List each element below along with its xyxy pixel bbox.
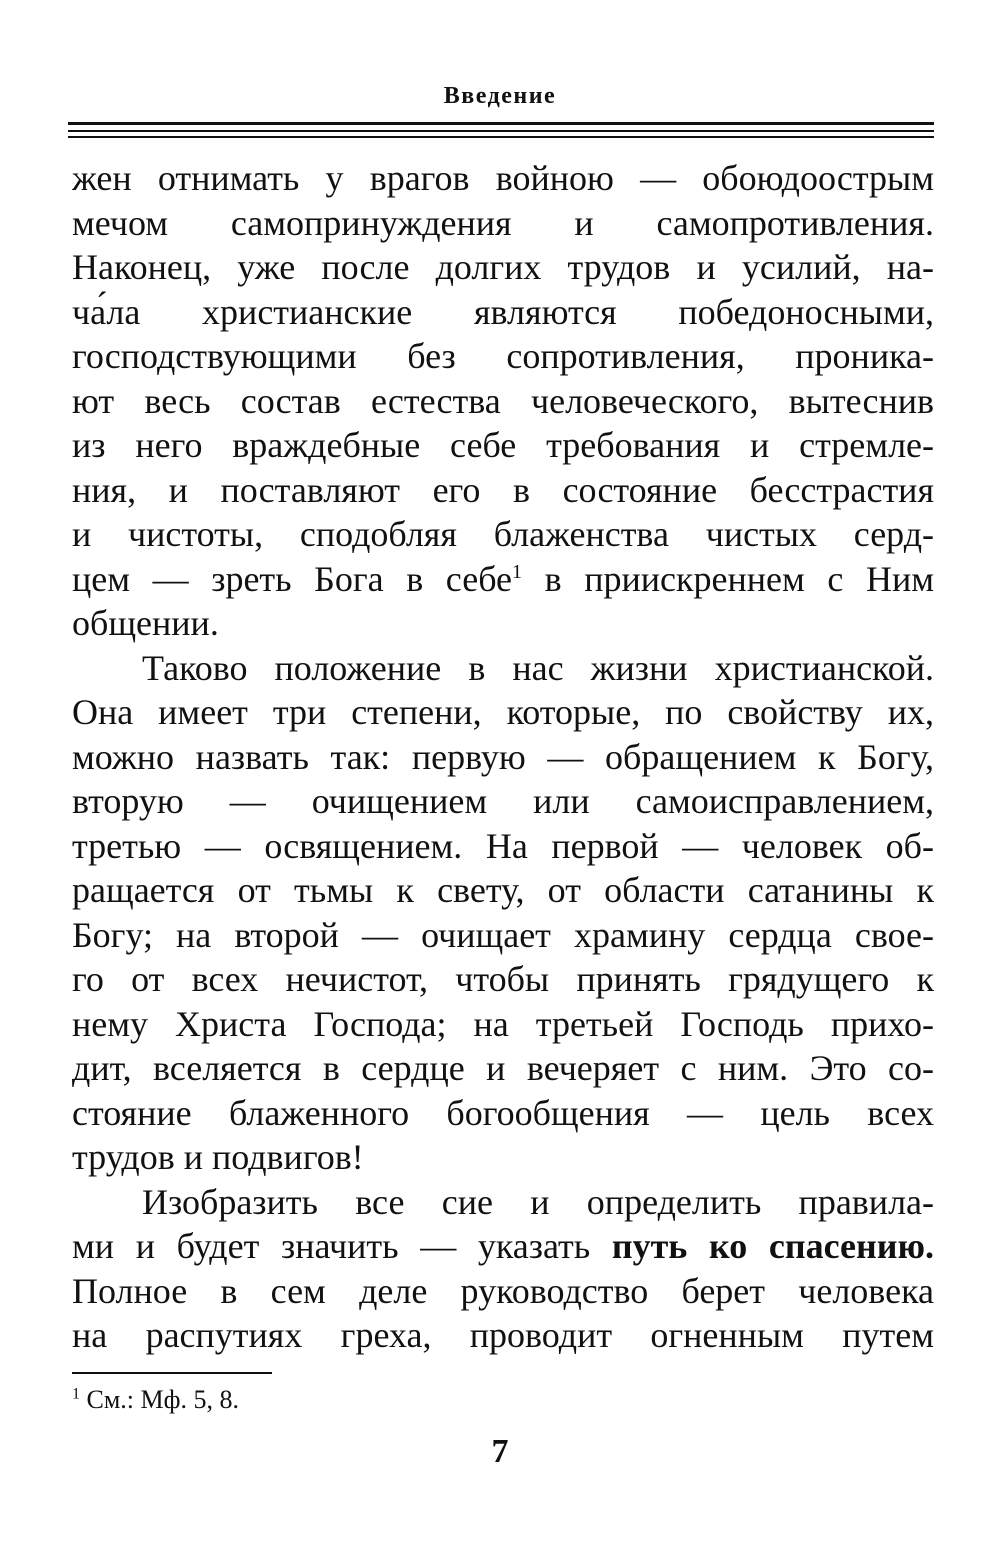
text-line: жен отнимать у врагов войною — обоюдоострым	[72, 158, 934, 198]
text-line: мечом самопринуждения и самопротивления.	[72, 202, 934, 243]
running-head: Введение	[443, 83, 557, 109]
text-line: ча́ла христианские являются победоносными,	[72, 291, 934, 332]
text-line: из него враждебные себе требования и стремле-	[72, 425, 934, 465]
body-text	[72, 156, 934, 1358]
text-line: ращается от тьмы к свету, от области сатанины к	[72, 870, 934, 910]
footnote-rule	[72, 1372, 272, 1374]
footnote-text: См.: Мф. 5, 8.	[80, 1385, 239, 1414]
text-line: Изобразить все сие и определить правила-	[142, 1181, 934, 1222]
footnote	[72, 1384, 239, 1416]
text-line: нему Христа Господа; на третьей Господь прихо-	[72, 1003, 934, 1044]
text-line: стояние блаженного богообщения — цель всех	[72, 1092, 934, 1133]
text-line: ют весь состав естества человеческого, вытеснив	[72, 380, 934, 421]
text-line: господствующими без сопротивления, проника-	[72, 336, 934, 376]
text-line	[72, 1224, 934, 1269]
footnote-reference: 1	[512, 560, 523, 583]
text-line	[72, 557, 934, 602]
text-segment: в приискреннем с Ним	[522, 558, 934, 599]
text-line: можно назвать так: первую — обращением к Богу,	[72, 736, 934, 777]
footnote-marker: 1	[72, 1385, 80, 1403]
text-segment: ми и будет значить — указать	[72, 1226, 612, 1266]
text-line: общении.	[72, 603, 219, 643]
text-segment: цем — зреть Бога в себе	[72, 558, 513, 599]
text-line: на распутиях греха, проводит огненным путем	[72, 1315, 934, 1355]
text-line: Полное в сем деле руководство берет человека	[72, 1270, 934, 1311]
header-rule-middle	[68, 130, 934, 132]
text-line: го от всех нечистот, чтобы принять грядущего к	[72, 959, 934, 999]
text-line: и чистоты, сподобляя блаженства чистых серд-	[72, 514, 934, 554]
header-rule-thin	[68, 136, 934, 138]
text-line: вторую — очищением или самоисправлением,	[72, 781, 934, 821]
text-line: Таково положение в нас жизни христианской.	[142, 647, 934, 688]
text-line: Она имеет три степени, которые, по свойству их,	[72, 692, 934, 732]
text-line: третью — освящением. На первой — человек об-	[72, 825, 934, 866]
text-line: Богу; на второй — очищает храмину сердца свое-	[72, 914, 934, 955]
text-line: ния, и поставляют его в состояние бесстрастия	[72, 469, 934, 510]
text-line: Наконец, уже после долгих трудов и усилий, на-	[72, 247, 934, 287]
text-line: трудов и подвигов!	[72, 1137, 364, 1177]
text-line: дит, вселяется в сердце и вечеряет с ним. Это со-	[72, 1048, 934, 1088]
header-rule-thick	[68, 122, 934, 125]
bold-phrase: путь ко спасению.	[611, 1226, 934, 1266]
page-number: 7	[491, 1433, 509, 1470]
